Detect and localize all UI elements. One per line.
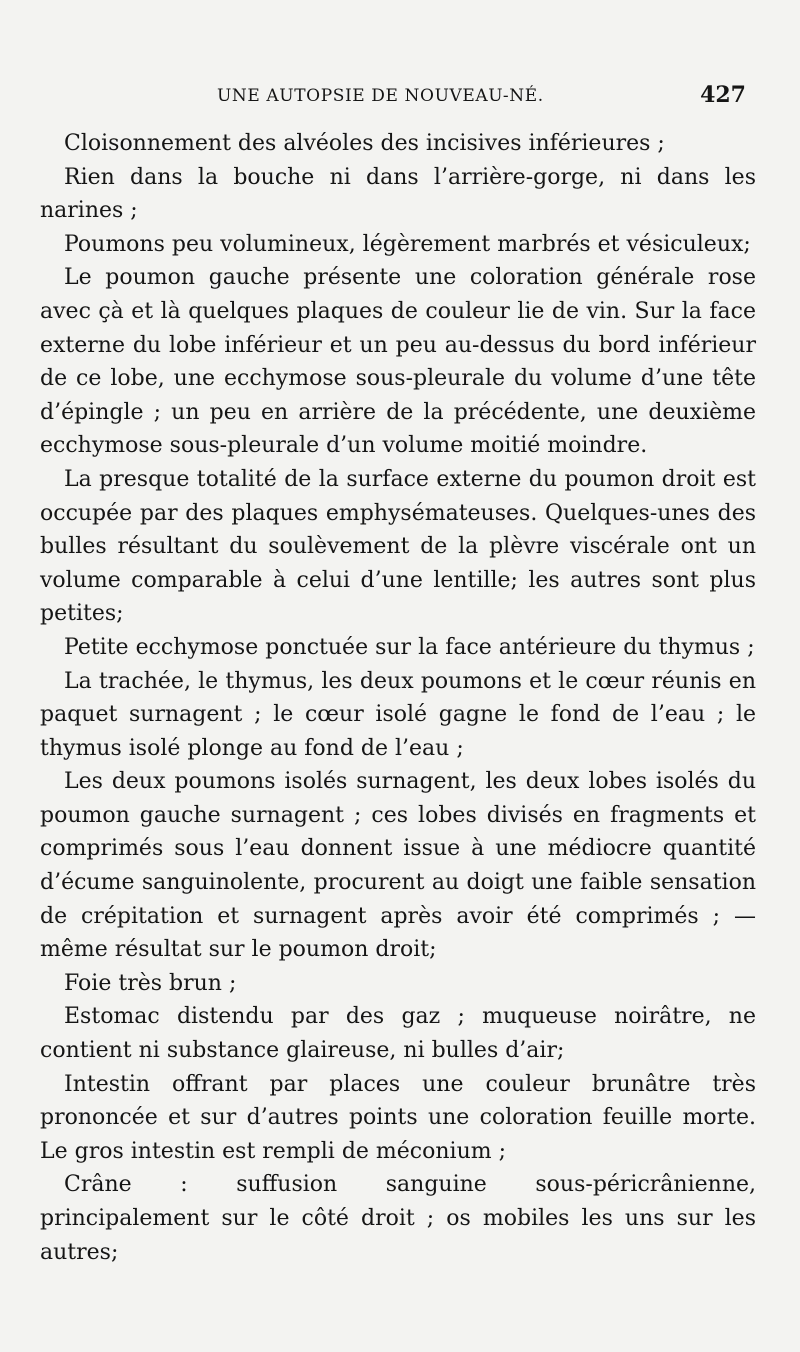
page-header xyxy=(40,82,752,116)
paragraph: Estomac distendu par des gaz ; muqueuse noirâtre, ne contient ni substance glaireuse, ni bulles d’air; xyxy=(40,1004,756,1064)
running-title: UNE AUTOPSIE DE NOUVEAU-NÉ. xyxy=(217,86,544,106)
paragraph: Poumons peu volumineux, légèrement marbrés et vésiculeux; xyxy=(64,231,751,257)
page-number: 427 xyxy=(700,82,746,108)
paragraph: Intestin offrant par places une couleur brunâtre très prononcée et sur d’autres points une coloration feuille morte. Le gros intestin est rempli de méconium ; xyxy=(40,1071,756,1164)
paragraph: La presque totalité de la surface externe du poumon droit est occupée par des plaques emphysémateuses. Quelques-unes des bulles résultant du soulèvement de la plèvre viscérale ont un volume comparable à celui d’une lentille; les autres sont plus petites; xyxy=(40,466,756,627)
paragraph: Crâne : suffusion sanguine sous-péricrânienne, principalement sur le côté droit ; os mobiles les uns sur les autres; xyxy=(40,1172,756,1265)
paragraph: Rien dans la bouche ni dans l’arrière-gorge, ni dans les narines ; xyxy=(40,164,756,224)
body-text xyxy=(40,127,756,1269)
paragraph: Le poumon gauche présente une coloration générale rose avec çà et là quelques plaques de couleur lie de vin. Sur la face externe du lobe inférieur et un peu au-dessus du bord inférieur de ce lobe, une ecchymose sous-pleurale du volume d’une tête d’épingle ; un peu en arrière de la précédente, une deuxième ecchymose sous-pleurale d’un volume moitié moindre. xyxy=(40,265,756,459)
paragraph: Foie très brun ; xyxy=(64,970,237,996)
paragraph: Les deux poumons isolés surnagent, les deux lobes isolés du poumon gauche surnagent ; ces lobes divisés en fragments et comprimés sous l’eau donnent issue à une médiocre quantité d’écume sanguinolente, procurent au doigt une faible sensation de crépitation et surnagent après avoir été comprimés ; — même résultat sur le poumon droit; xyxy=(40,769,756,963)
paragraph: La trachée, le thymus, les deux poumons et le cœur réunis en paquet surnagent ; le cœur isolé gagne le fond de l’eau ; le thymus isolé plonge au fond de l’eau ; xyxy=(40,668,756,761)
paragraph: Petite ecchymose ponctuée sur la face antérieure du thymus ; xyxy=(64,634,755,660)
paragraph: Cloisonnement des alvéoles des incisives inférieures ; xyxy=(64,131,665,156)
